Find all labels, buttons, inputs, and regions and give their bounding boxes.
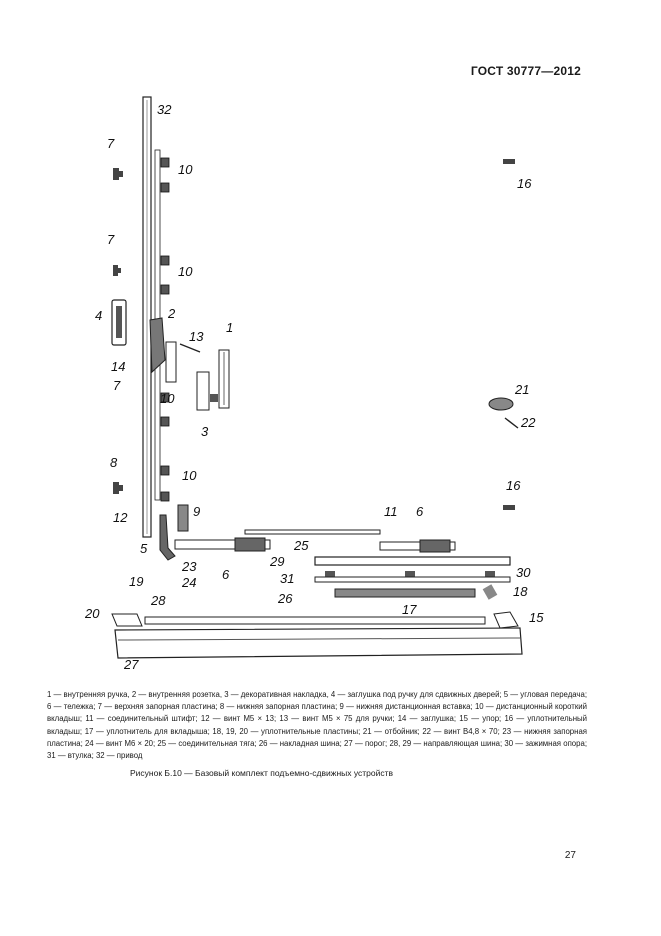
callout-2: 2 — [168, 306, 176, 321]
callout-31: 31 — [280, 571, 295, 586]
callout-13: 13 — [189, 329, 204, 344]
callout-5: 5 — [140, 541, 148, 556]
stop-15 — [494, 612, 518, 628]
carriage-left — [175, 538, 270, 551]
callout-10: 10 — [178, 264, 193, 279]
threshold — [115, 628, 522, 658]
callout-16: 16 — [506, 478, 521, 493]
callout-10: 10 — [160, 391, 175, 406]
callout-16: 16 — [517, 176, 532, 191]
callout-32: 32 — [157, 102, 172, 117]
callout-19: 19 — [129, 574, 144, 589]
callout-20: 20 — [85, 606, 100, 621]
callout-8: 8 — [110, 455, 118, 470]
seal-plate-18 — [483, 584, 498, 599]
seal-plate-20 — [112, 614, 142, 626]
callout-29: 29 — [270, 554, 285, 569]
handle-plug — [112, 300, 126, 345]
inner-rosette — [150, 318, 176, 382]
callout-23: 23 — [182, 559, 197, 574]
decorative-cover — [197, 372, 218, 410]
bumper — [489, 398, 513, 410]
seal-insert-top — [503, 159, 515, 164]
bushings — [315, 571, 510, 582]
document-header: ГОСТ 30777—2012 — [470, 64, 581, 78]
connecting-rod — [245, 530, 380, 534]
cover-rail — [335, 589, 475, 597]
callout-21: 21 — [515, 382, 530, 397]
callout-7: 7 — [113, 378, 121, 393]
figure-legend: 1 — внутренняя ручка, 2 — внутренняя розетка, 3 — декоративная накладка, 4 — заглушка под ручку для сдвижных дверей; 5 — угловая передача; 6 — тележка; 7 — верхняя запорная пластина; 8 — нижняя запорная пластина; 9 — нижняя дистанционная вставка; 10 — дистанционный короткий вкладыш; 11 — соединительный штифт; 12 — винт М5 × 13; 13 — винт М5 × 75 для ручки; 14 — заглушка; 15 — упор; 16 — уплотнительный вкладыш; 17 — уплотнитель для вкладыша; 18, 19, 20 — уплотнительные пластины; 21 — отбойник; 22 — винт В4,8 × 70; 23 — нижняя запорная пластина; 24 — винт М6 × 20; 25 — соединительная тяга; 26 — накладная шина; 27 — порог; 28, 29 — направляющая шина; 30 — зажимная опора; 31 — втулка; 32 — привод — [47, 690, 587, 761]
callout-10: 10 — [178, 162, 193, 177]
callout-24: 24 — [182, 575, 197, 590]
callout-7: 7 — [107, 232, 115, 247]
callout-22: 22 — [521, 415, 536, 430]
callout-28: 28 — [151, 593, 166, 608]
figure-caption: Рисунок Б.10 — Базовый комплект подъемно-сдвижных устройств — [130, 768, 394, 778]
carriage-right — [380, 540, 455, 552]
inner-handle — [219, 350, 229, 408]
callout-3: 3 — [201, 424, 209, 439]
callout-6: 6 — [416, 504, 424, 519]
callout-15: 15 — [529, 610, 544, 625]
corner-drive — [160, 515, 175, 560]
guide-rail — [145, 617, 485, 624]
callout-27: 27 — [124, 657, 139, 672]
callout-12: 12 — [113, 510, 128, 525]
callout-6: 6 — [222, 567, 230, 582]
callout-25: 25 — [294, 538, 309, 553]
callout-11: 11 — [384, 504, 398, 519]
callout-4: 4 — [95, 308, 103, 323]
callout-1: 1 — [226, 320, 234, 335]
callout-17: 17 — [402, 602, 417, 617]
seal-insert-bottom — [503, 505, 515, 510]
page-number: 27 — [564, 850, 576, 861]
callout-14: 14 — [111, 359, 126, 374]
callout-10: 10 — [182, 468, 197, 483]
callout-26: 26 — [278, 591, 293, 606]
callout-9: 9 — [193, 504, 201, 519]
lower-spacer-insert — [178, 505, 188, 531]
callout-30: 30 — [516, 565, 531, 580]
callout-18: 18 — [513, 584, 528, 599]
drive-bar — [143, 97, 160, 537]
callout-7: 7 — [107, 136, 115, 151]
clamp-rail — [315, 557, 510, 565]
